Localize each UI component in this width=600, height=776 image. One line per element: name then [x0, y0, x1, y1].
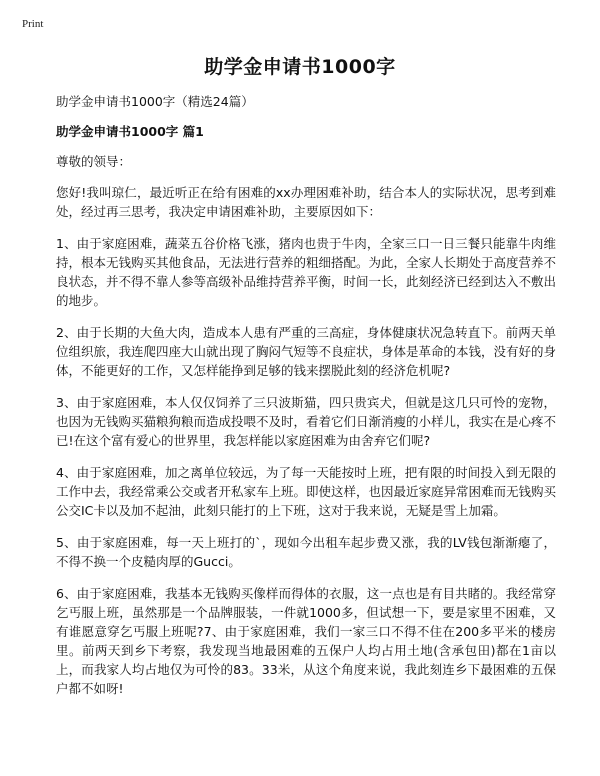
print-label[interactable]: Print — [22, 18, 44, 30]
document-body — [56, 92, 556, 711]
paragraph-intro: 您好!我叫琼仁，最近听正在给有困难的xx办理困难补助，结合本人的实际状况，思考到难处，经过再三思考，我决定申请困难补助，主要原因如下： — [56, 185, 556, 219]
paragraph-3: 3、由于家庭困难，本人仅仅饲养了三只波斯猫，四只贵宾犬，但就是这几只可怜的宠物，也因为无钱购买猫粮狗粮而造成投喂不及时，看着它们日渐消瘦的小样儿，我实在是心疼不已!在这个富有爱心的世界里，我怎样能以家庭困难为由舍弃它们呢? — [56, 395, 557, 448]
paragraph-5: 5、由于家庭困难，每一天上班打的`，现如今出租车起步费又涨，我的LV钱包渐渐瘪了，不得不换一个皮糙肉厚的Gucci。 — [56, 535, 556, 569]
paragraph-4: 4、由于家庭困难，加之离单位较远，为了每一天能按时上班，把有限的时间投入到无限的工作中去，我经常乘公交或者开私家车上班。即使这样，也因最近家庭异常困难而无钱购买公交IC卡以及加不起油，此刻只能打的上下班，这对于我来说，无疑是雪上加霜。 — [56, 465, 557, 518]
greeting: 尊敬的领导： — [56, 154, 132, 169]
document-subtitle: 助学金申请书1000字（精选24篇） — [56, 94, 254, 109]
section-title: 助学金申请书1000字 篇1 — [56, 124, 204, 139]
page-title: 助学金申请书1000字 — [204, 56, 396, 78]
paragraph-1: 1、由于家庭困难，蔬菜五谷价格飞涨，猪肉也贵于牛肉，全家三口一日三餐只能靠牛肉维持，根本无钱购买其他食品，无法进行营养的粗细搭配。为此，全家人长期处于高度营养不良状态，并不得不靠人参等高级补品维持营养平衡，时间一长，此刻经济已经到达入不敷出的地步。 — [56, 236, 557, 308]
paragraph-2: 2、由于长期的大鱼大肉，造成本人患有严重的三高症，身体健康状况急转直下。前两天单位组织旅，我连爬四座大山就出现了胸闷气短等不良症状，身体是革命的本钱，没有好的身体，不能更好的工作，又怎样能挣到足够的钱来摆脱此刻的经济危机呢? — [56, 325, 557, 378]
paragraph-6: 6、由于家庭困难，我基本无钱购买像样而得体的衣服，这一点也是有目共睹的。我经常穿乞丐服上班，虽然那是一个品牌服装，一件就1000多，但试想一下，要是家里不困难，又有谁愿意穿乞丐服上班呢?7、由于家庭困难，我们一家三口不得不住在200多平米的楼房里。前两天到乡下考察，我发现当地最困难的五保户人均占用土地(含承包田)都在1亩以上，而我家人均占地仅为可怜的83。33米，从这个角度来说，我此刻连乡下最困难的五保户都不如呀! — [56, 586, 556, 696]
